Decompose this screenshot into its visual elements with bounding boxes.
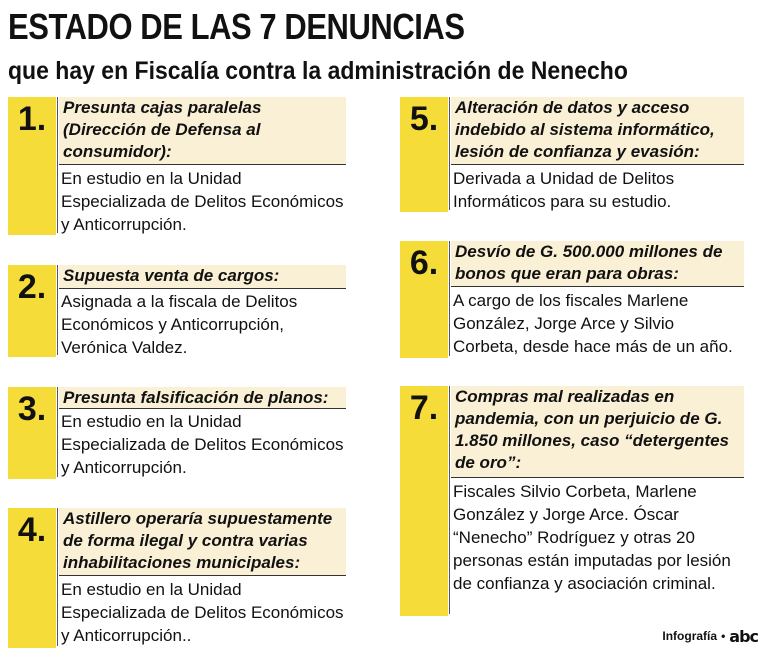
item-heading: Presunta cajas paralelas (Dirección de Defensa al consumidor): bbox=[59, 97, 346, 165]
complaint-item-6 bbox=[400, 241, 744, 358]
item-status: Derivada a Unidad de Delitos Informáticos para su estudio. bbox=[453, 169, 675, 211]
item-number: 1. bbox=[8, 97, 56, 235]
complaint-item-3 bbox=[8, 387, 346, 479]
item-number: 3. bbox=[8, 387, 56, 479]
item-number: 4. bbox=[8, 508, 56, 648]
item-heading: Presunta falsificación de planos: bbox=[59, 387, 346, 409]
item-status: En estudio en la Unidad Especializada de Delitos Económicos y Anticorrupción. bbox=[61, 169, 344, 234]
item-status: En estudio en la Unidad Especializada de Delitos Económicos y Anticorrupción. bbox=[61, 412, 344, 477]
item-heading: Supuesta venta de cargos: bbox=[59, 265, 346, 289]
credit-label: Infografía bbox=[662, 629, 718, 643]
item-status: Asignada a la fiscala de Delitos Económicos y Anticorrupción, Verónica Valdez. bbox=[61, 292, 298, 357]
item-status: En estudio en la Unidad Especializada de Delitos Económicos y Anticorrupción.. bbox=[61, 580, 344, 645]
item-heading: Alteración de datos y acceso indebido al sistema informático, lesión de confianza y evasión: bbox=[451, 97, 744, 165]
complaint-item-4 bbox=[8, 508, 346, 648]
page-title: ESTADO DE LAS 7 DENUNCIAS bbox=[8, 6, 465, 47]
complaint-item-1 bbox=[8, 97, 346, 235]
item-number: 6. bbox=[400, 241, 448, 358]
item-number: 7. bbox=[400, 386, 448, 616]
complaint-item-2 bbox=[8, 265, 346, 357]
item-heading: Desvío de G. 500.000 millones de bonos que eran para obras: bbox=[451, 241, 744, 287]
complaint-item-5 bbox=[400, 97, 744, 212]
item-number: 5. bbox=[400, 97, 448, 212]
abc-logo: abc bbox=[729, 627, 758, 646]
item-status: Fiscales Silvio Corbeta, Marlene González y Jorge Arce. Óscar “Nenecho” Rodríguez y otras 20 personas están imputadas por lesión de confianza y asociación criminal. bbox=[453, 482, 731, 593]
item-number: 2. bbox=[8, 265, 56, 357]
page-subtitle: que hay en Fiscalía contra la administración de Nenecho bbox=[8, 57, 628, 85]
item-heading: Compras mal realizadas en pandemia, con un perjuicio de G. 1.850 millones, caso “detergentes de oro”: bbox=[451, 386, 744, 478]
item-status: A cargo de los fiscales Marlene González, Jorge Arce y Silvio Corbeta, desde hace más de un año. bbox=[453, 291, 733, 356]
item-heading: Astillero operaría supuestamente de forma ilegal y contra varias inhabilitaciones municipales: bbox=[59, 508, 346, 576]
credit-line: Infografía • abc bbox=[662, 627, 758, 646]
complaint-item-7 bbox=[400, 386, 744, 616]
